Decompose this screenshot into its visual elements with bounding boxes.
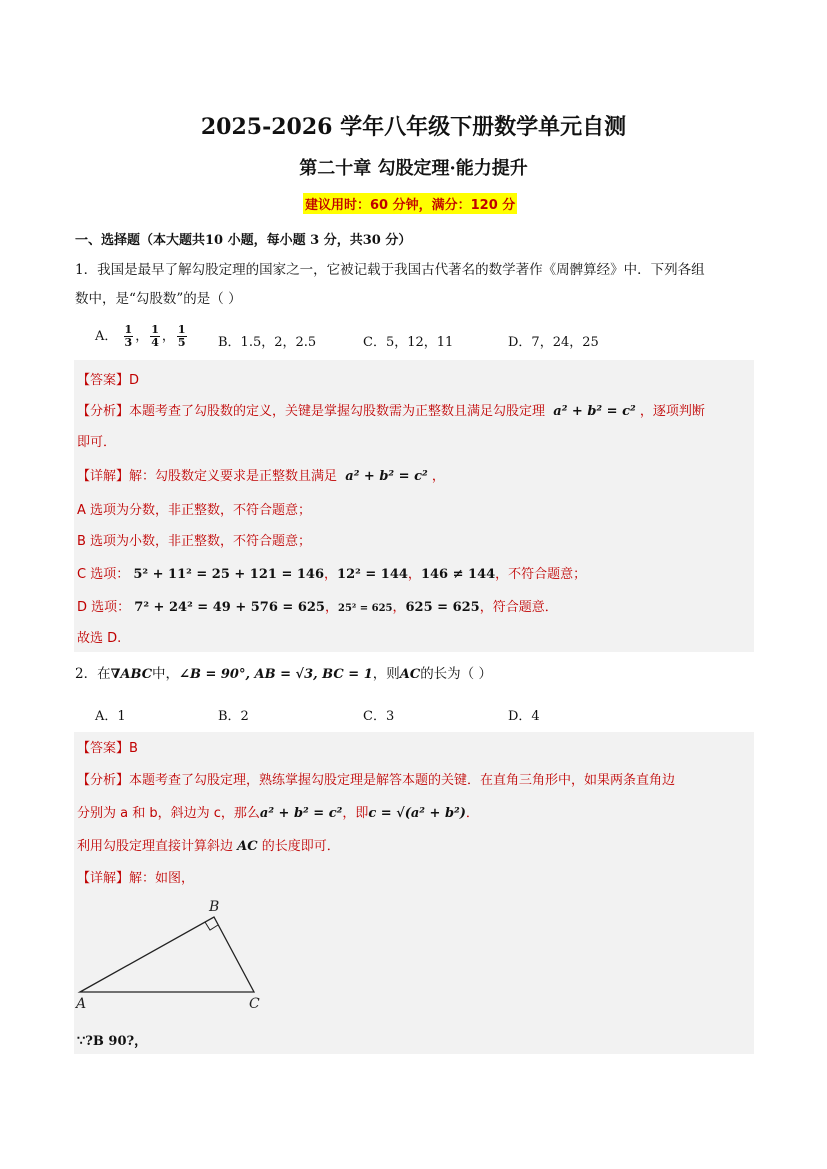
q1-option-d: D．7，24，25 [508, 335, 599, 350]
q2-detail-intro: 【详解】解：如图， [77, 871, 195, 886]
q2-option-b: B．2 [218, 709, 249, 724]
question-2-stem: 2．在∇ABC中，∠B = 90°, AB = √3, BC = 1，则AC的长为（ ） [75, 666, 492, 682]
question-1-stem [75, 256, 755, 314]
q1-option-c: C．5，12，11 [363, 335, 454, 350]
triangle-abc [80, 917, 254, 992]
time-info-badge: 建议用时：60 分钟，满分：120 分 [303, 193, 517, 214]
q1-option-a: A． $\frac{1}{3}$ ， $\frac{1}{4}$ ， $\frac{1}{5}$ [95, 323, 186, 349]
right-triangle-figure [74, 897, 274, 1012]
q2-analysis-line1: 【分析】本题考查了勾股定理，熟练掌握勾股定理是解答本题的关键．在直角三角形中，如果两条直角边 [77, 773, 676, 788]
q1-detail-a: A 选项为分数，非正整数，不符合题意； [77, 503, 312, 518]
q1-stem-line2: 数中，是“勾股数”的是（ ） [75, 291, 242, 307]
vertex-b-label: B [209, 899, 220, 915]
chapter-subtitle: 第二十章 勾股定理·能力提升 [299, 158, 528, 179]
q1-detail-c: C 选项： 5² + 11² = 25 + 121 = 146，12² = 144，146 ≠ 144，不符合题意； [77, 567, 587, 582]
q1-detail-d: D 选项： 7² + 24² = 49 + 576 = 625，25² = 625，625 = 625，符合题意． [77, 600, 558, 615]
page-title: 2025-2026 学年八年级下册数学单元自测 [200, 114, 627, 140]
q2-analysis-line2: 分别为 a 和 b，斜边为 c，那么a² + b² = c²，即c = √(a² + b²)． [77, 806, 479, 821]
q2-analysis-line3: 利用勾股定理直接计算斜边 AC 的长度即可． [77, 839, 340, 854]
q1-analysis-line2: 即可． [77, 435, 117, 450]
fraction-1-4: $\frac{1}{4}$ [151, 323, 159, 349]
q2-answer: 【答案】B [77, 741, 138, 756]
q1-detail-intro: 【详解】解：勾股数定义要求是正整数且满足 a² + b² = c² ， [77, 469, 445, 484]
q1-answer: 【答案】D [77, 373, 140, 388]
right-angle-mark [205, 922, 218, 930]
q1-conclusion: 故选 D. [77, 631, 122, 646]
q2-option-d: D．4 [508, 709, 540, 724]
vertex-c-label: C [249, 996, 260, 1012]
fraction-1-5: $\frac{1}{5}$ [177, 323, 186, 349]
q1-stem-line1: 1．我国是最早了解勾股定理的国家之一，它被记载于我国古代著名的数学著作《周髀算经》中．下列各组 [75, 262, 705, 278]
q2-solution-block [74, 732, 754, 1054]
q1-option-b: B．1.5，2，2.5 [218, 335, 317, 350]
q1-analysis-line1: 【分析】本题考查了勾股数的定义，关键是掌握勾股数需为正整数且满足勾股定理 a² + b² = c² ，逐项判断 [77, 404, 705, 419]
q1-solution-block [74, 360, 754, 652]
q1-option-a-label: A． [95, 329, 118, 344]
q2-given-line: ∵?B 90?， [77, 1034, 148, 1049]
section-heading: 一、选择题（本大题共10 小题，每小题 3 分，共30 分） [75, 233, 412, 248]
vertex-a-label: A [76, 996, 87, 1012]
q2-option-c: C．3 [363, 709, 395, 724]
fraction-1-3: $\frac{1}{3}$ [124, 323, 133, 349]
q2-option-a: A．1 [95, 709, 126, 724]
q1-detail-b: B 选项为小数，非正整数，不符合题意； [77, 534, 312, 549]
